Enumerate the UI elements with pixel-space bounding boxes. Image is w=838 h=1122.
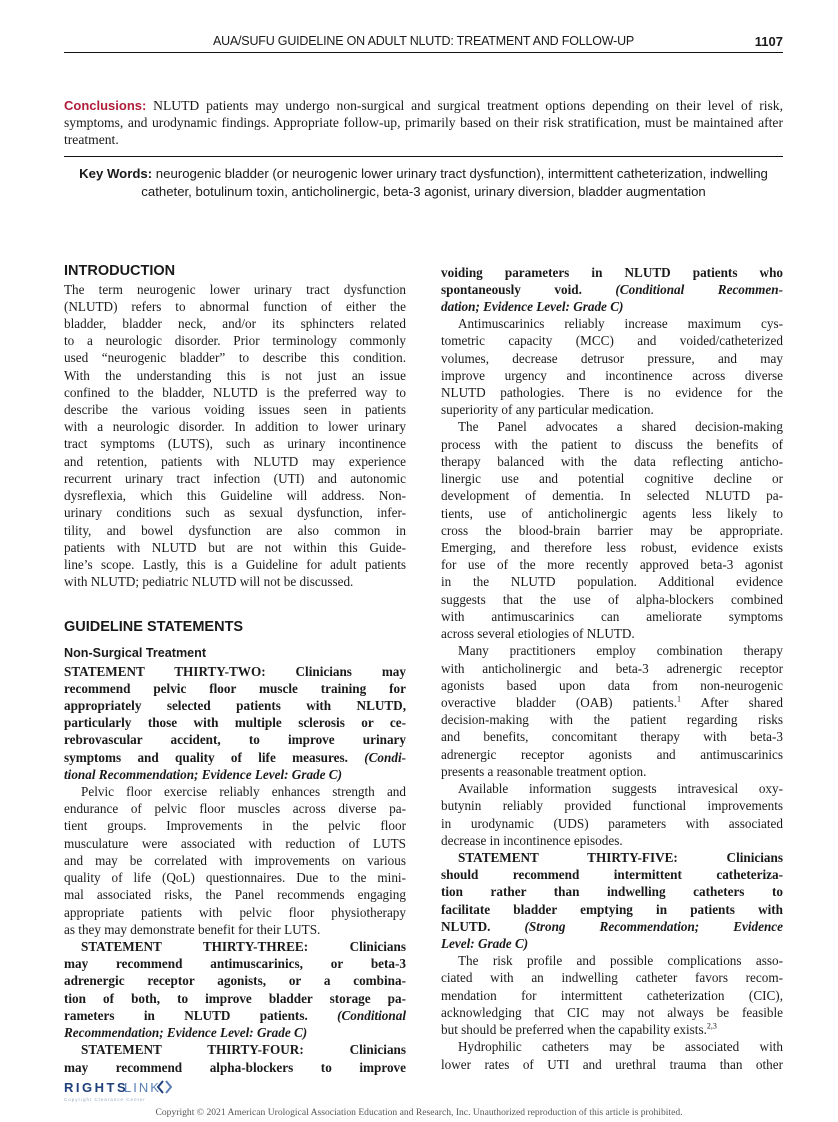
text-segment: in urodynamic (UDS) parameters with associated [441,815,783,831]
text-segment: STATEMENT THIRTY-THREE: Clinicians [81,939,406,954]
text-segment: acknowledging that CIC may not always be feasible [441,1004,783,1020]
text-line [64,1059,406,1076]
text-segment: tract symptoms (LUTS), such as urinary incontinence [64,436,406,452]
text-segment: for use of the more recently approved beta-3 agonist [441,557,783,573]
text-line [441,694,783,711]
reference-superscript[interactable]: 1 [677,694,682,704]
introduction-body [64,281,406,591]
rightslink-logo[interactable] [64,1078,174,1104]
text-line [64,349,406,366]
text-segment: linergic use and potential cognitive decline or [441,471,783,487]
text-segment: lower rates of UTI and urethral trauma than other [441,1056,783,1072]
text-line [441,625,783,642]
text-line [64,869,406,886]
running-title: AUA/SUFU GUIDELINE ON ADULT NLUTD: TREATMENT AND FOLLOW-UP [212,34,635,48]
text-segment: endurance of pelvic floor muscles across diverse pa- [64,801,406,817]
svg-text:Copyright Clearance Center: Copyright Clearance Center [64,1097,146,1102]
text-line [441,281,783,298]
text-segment: but should be preferred when the capability exists. [441,1022,707,1038]
text-segment: (NLUTD) refers to abnormal function of either the [64,298,406,314]
text-line [64,766,406,783]
text-line [441,969,783,986]
text-segment: appropriately selected patients with NLUTD, [64,697,406,713]
text-line [64,783,406,800]
text-line [441,418,783,435]
text-segment: Hydrophilic catheters may be associated with [458,1039,783,1055]
text-segment: dysreflexia, which this Guideline will address. Non- [64,488,406,504]
text-segment: tient groups. Improvements in the pelvic floor [64,818,406,834]
text-line [441,453,783,470]
text-segment: (Conditional [337,1007,406,1023]
text-segment: voiding parameters in NLUTD patients who [441,264,783,280]
text-segment: tional Recommendation; Evidence Level: Grade C) [64,766,342,782]
text-segment: (Condi- [364,749,406,765]
text-segment: overactive bladder (OAB) patients. [441,694,678,710]
text-line [441,608,783,625]
text-line [64,487,406,504]
text-line [441,1056,783,1073]
text-line [64,522,406,539]
text-line [64,731,406,748]
text-segment: tion rather than indwelling catheters to [441,884,783,900]
text-line [64,504,406,521]
text-line [64,817,406,834]
text-line [441,367,783,384]
text-segment: recommend pelvic floor muscle training for [64,680,406,696]
text-segment: The risk profile and possible complications asso- [458,953,783,969]
text-line [64,714,406,731]
text-line [441,952,783,969]
text-line [64,663,406,680]
text-segment: presents a reasonable treatment option. [441,763,647,779]
text-segment: appropriate patients with pelvic floor physiotherapy [64,904,406,920]
text-segment: Recommendation; Evidence Level: Grade C) [64,1025,308,1041]
text-segment: dation; Evidence Level: Grade C) [441,298,624,314]
text-line [64,539,406,556]
text-line [64,1041,406,1058]
text-segment: tion of both, to improve bladder storage pa- [64,990,406,1006]
text-segment: cross the blood-brain barrier may be appropriate. [441,522,783,538]
text-segment: therapy balanced with the data reflecting anticho- [441,453,783,469]
text-line [441,539,783,556]
text-line [64,800,406,817]
text-line [64,281,406,298]
text-line [441,315,783,332]
text-line [64,749,406,766]
text-segment: Antimuscarinics reliably increase maximum cys- [458,316,783,332]
text-segment: describe the various voiding issues seen in patients [64,402,406,418]
right-column-body [441,264,783,1073]
text-line [441,264,783,281]
text-line [441,522,783,539]
text-line [441,780,783,797]
text-segment: musculature were associated with reduction of LUTS [64,835,406,851]
text-line [441,642,783,659]
text-line [441,763,783,780]
text-segment: (Strong Recommendation; Evidence [524,918,783,934]
text-segment: Pelvic floor exercise reliably enhances strength and [81,784,406,800]
text-segment: Emerging, and therefore less robust, evidence exists [441,540,783,555]
text-segment: urinary conditions such as sexual dysfunction, infer- [64,505,406,521]
text-line [441,350,783,367]
text-line [64,680,406,697]
text-line [64,852,406,869]
text-segment: suggests that the use of alpha-blockers combined [441,591,783,607]
text-segment: Level: Grade C) [441,936,529,952]
text-segment: The term neurogenic lower urinary tract dysfunction [64,281,406,297]
text-line [441,883,783,900]
text-line [441,436,783,453]
text-line [441,815,783,832]
text-line [64,418,406,435]
page-number: 1107 [754,34,783,49]
conclusions-text: NLUTD patients may undergo non-surgical and surgical treatment options depending on their level of risk, symptoms, and urodynamic findings. Appropriate follow-up, primarily based on their risk stratification, must be maintained after treatment. [64,98,783,147]
text-segment: tients, use of anticholinergic agents less likely to [441,505,783,521]
text-line [441,401,783,418]
text-segment: may recommend alpha-blockers to improve [64,1059,406,1075]
text-line [441,1004,783,1021]
text-segment: bladder, bladder neck, and/or its sphincters related [64,315,406,331]
text-line [64,972,406,989]
text-line [441,591,783,608]
text-segment: Available information suggests intravesical oxy- [458,781,783,797]
text-segment: STATEMENT THIRTY-FIVE: Clinicians [458,849,783,865]
text-segment: and benefits, concomitant therapy with beta-3 [441,729,783,745]
text-segment: STATEMENT THIRTY-FOUR: Clinicians [81,1042,406,1058]
statements-body [64,663,406,1076]
text-line [441,298,783,315]
text-segment: and retention, patients with NLUTD may experience [64,453,406,469]
conclusions-label: Conclusions: [64,98,147,113]
text-segment: tility, and bowel dysfunction are also common in [64,522,406,538]
text-segment: patients with NLUTD but are not within this Guide- [64,539,406,555]
non-surgical-heading: Non-Surgical Treatment [64,646,207,660]
text-segment: and may be correlated with improvements on various [64,852,406,868]
text-line [441,797,783,814]
text-segment: quality of life (QoL) questionnaires. Due to the mini- [64,870,406,886]
text-line [441,1021,783,1038]
text-line [64,938,406,955]
text-segment: development of dementia. In selected NLUTD pa- [441,488,783,504]
text-line [441,332,783,349]
text-segment: tometric capacity (MCC) and voided/catheterized [441,333,783,349]
text-segment: superiority of any particular medication. [441,402,654,418]
text-line [441,832,783,849]
text-line [64,384,406,401]
text-line [64,955,406,972]
text-segment: symptoms and quality of life measures. [64,749,365,765]
text-line [64,453,406,470]
svg-text:RIGHTS: RIGHTS [64,1080,129,1095]
text-segment: process with the patient to discuss the benefits of [441,436,783,452]
text-line [441,573,783,590]
text-segment: rebrovascular accident, to improve urinary [64,732,406,748]
text-segment: Many practitioners employ combination therapy [458,643,783,659]
text-segment: decision-making with the patient regarding risks [441,712,783,728]
keywords-text: neurogenic bladder (or neurogenic lower urinary tract dysfunction), intermittent catheterization, indwelling catheter, botulinum toxin, anticholinergic, beta-3 agonist, urinary diversion, bladder augmentation [141,166,768,199]
text-segment: with NLUTD; pediatric NLUTD will not be discussed. [64,574,354,590]
copyright-notice: Copyright © 2021 American Urological Association Education and Research, Inc. Unauthorized reproduction of this article is prohibited. [155,1107,683,1118]
text-line [64,835,406,852]
text-segment: line’s scope. Lastly, this is a Guideline for adult patients [64,557,406,572]
text-segment: butynin reliably provided functional improvements [441,798,783,814]
text-line [441,746,783,763]
text-line [441,901,783,918]
keywords-label: Key Words: [79,166,153,181]
text-line [441,1038,783,1055]
text-segment: as they may demonstrate benefit for their LUTS. [64,921,321,937]
text-line [64,298,406,315]
svg-text:LINK: LINK [124,1080,161,1095]
text-line [441,677,783,694]
text-segment: with antimuscarinics can ameliorate symptoms [441,608,783,624]
text-segment: After shared [681,694,783,710]
conclusions-paragraph [64,97,783,148]
text-line [441,849,783,866]
introduction-heading: INTRODUCTION [64,263,176,279]
text-line [441,470,783,487]
text-line [64,470,406,487]
text-segment: should recommend intermittent catheteriza- [441,867,783,883]
abstract-rule [64,156,783,157]
text-line [441,935,783,952]
text-line [441,987,783,1004]
text-line [64,921,406,938]
text-line [441,711,783,728]
text-line [64,1007,406,1024]
header-rule [64,52,783,53]
text-segment: volumes, decrease detrusor pressure, and may [441,350,783,366]
text-segment: spontaneously void. [441,281,616,297]
text-line [64,435,406,452]
text-segment: mendation for intermittent catheterization (CIC), [441,987,783,1003]
text-segment: may recommend antimuscarinics, or beta-3 [64,956,406,972]
text-segment: mal associated risks, the Panel recommends engaging [64,887,406,903]
text-segment: The Panel advocates a shared decision-making [458,419,783,435]
text-line [64,401,406,418]
text-segment: improve urgency and incontinence across diverse [441,367,783,383]
text-line [64,367,406,384]
text-line [64,315,406,332]
text-line [64,1024,406,1041]
text-segment: (Conditional Recommen- [615,281,783,297]
text-segment: facilitate bladder emptying in patients with [441,901,783,917]
text-line [441,660,783,677]
text-segment: NLUTD. [441,918,525,934]
text-line [441,866,783,883]
text-segment: across several etiologies of NLUTD. [441,626,635,642]
text-line [441,556,783,573]
text-line [64,990,406,1007]
text-line [64,332,406,349]
text-segment: used “neurogenic bladder” to describe this condition. [64,350,406,366]
text-segment: with a neurologic disorder. In addition to lower urinary [64,419,406,435]
text-line [64,573,406,590]
text-line [64,556,406,573]
text-segment: adrenergic receptor agonists, or a combina- [64,973,406,989]
text-segment: recurrent urinary tract infection (UTI) and autonomic [64,470,406,486]
reference-superscript[interactable]: 2,3 [706,1021,717,1031]
text-line [64,886,406,903]
text-segment: decrease in incontinence episodes. [441,832,623,848]
guideline-statements-heading: GUIDELINE STATEMENTS [64,619,244,635]
text-segment: rameters in NLUTD patients. [64,1007,338,1023]
text-segment: confined to the bladder, NLUTD is the preferred way to [64,384,406,400]
text-line [441,384,783,401]
text-segment: STATEMENT THIRTY-TWO: Clinicians may [64,663,406,679]
text-line [64,697,406,714]
text-segment: With the understanding this is not just an issue [64,367,406,383]
text-segment: ciated with an indwelling catheter favors recom- [441,970,783,986]
keywords-paragraph [64,165,783,201]
text-segment: in the NLUTD population. Additional evidence [441,574,783,590]
text-line [441,918,783,935]
text-line [64,904,406,921]
text-line [441,728,783,745]
text-segment: NLUTD pathologies. There is no evidence for the [441,385,783,401]
text-segment: adrenergic receptor agonists and antimuscarinics [441,746,783,762]
text-segment: agonists based upon data from non-neurogenic [441,677,783,693]
text-segment: to a neurologic disorder. Prior terminology commonly [64,333,406,349]
text-segment: with anticholinergic and beta-3 adrenergic receptor [441,660,783,676]
text-line [441,505,783,522]
text-segment: particularly those with multiple sclerosis or ce- [64,715,406,731]
text-line [441,487,783,504]
